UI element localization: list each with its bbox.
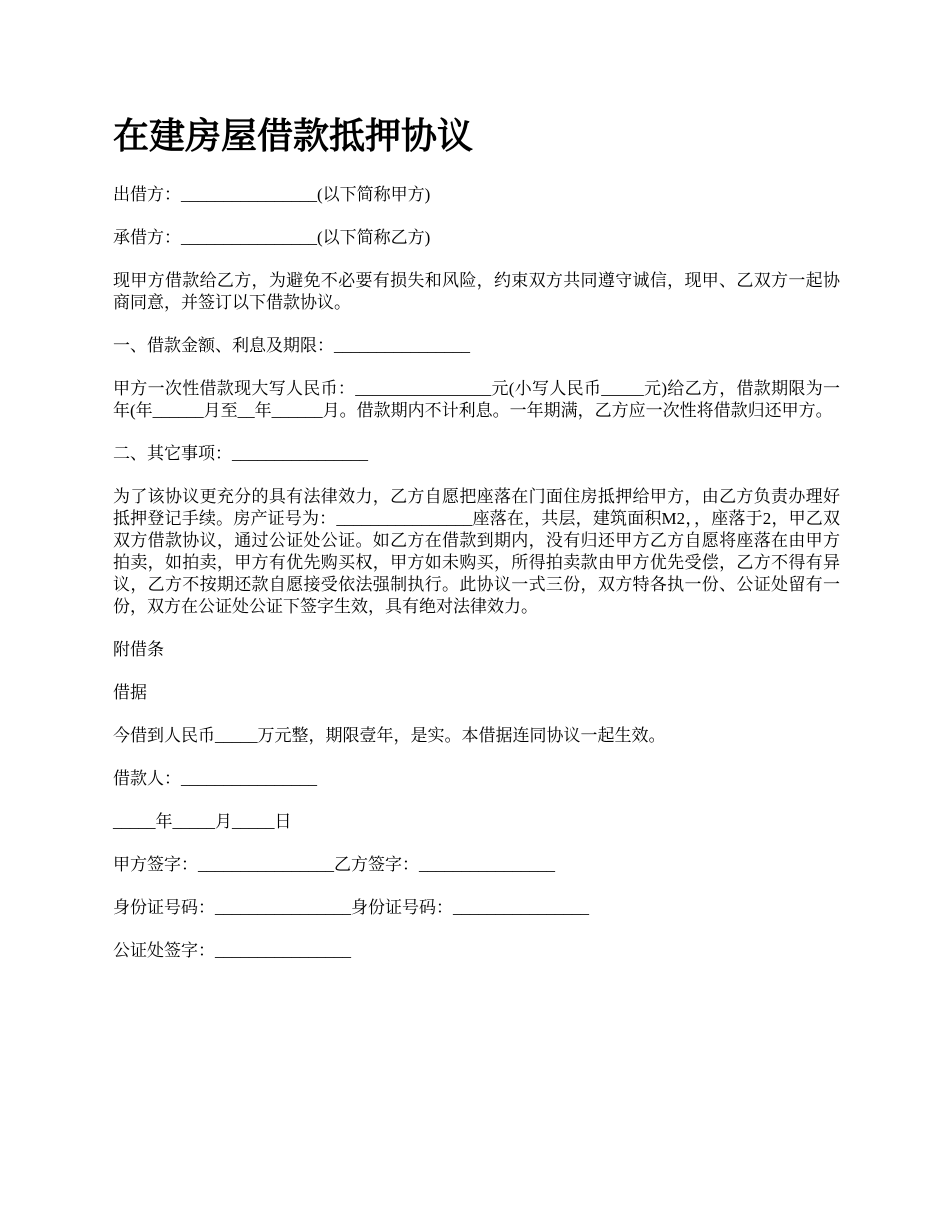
loan-amount-paragraph: 甲方一次性借款现大写人民币：________________元(小写人民币_____元)给乙方，借款期限为一年(年______月至__年______月。借款期内不计利息。一年期满，乙方应一次性将借款归还甲方。 (113, 379, 840, 420)
party-signatures-line: 甲方签字：________________乙方签字：________________ (113, 855, 555, 874)
document-title: 在建房屋借款抵押协议 (113, 116, 474, 156)
intro-paragraph: 现甲方借款给乙方，为避免不必要有损失和风险，约束双方共同遵守诚信，现甲、乙双方一起协商同意，并签订以下借款协议。 (113, 271, 840, 312)
receipt-text: 今借到人民币_____万元整，期限壹年，是实。本借据连同协议一起生效。 (113, 726, 666, 745)
lender-line: 出借方：________________(以下简称甲方) (113, 185, 431, 204)
borrower-line: 承借方：________________(以下简称乙方) (113, 228, 431, 247)
section-1-heading: 一、借款金额、利息及期限：________________ (113, 336, 470, 355)
id-number-line: 身份证号码：________________身份证号码：________________ (113, 898, 589, 917)
notary-signature-line: 公证处签字：________________ (113, 941, 351, 960)
attachment-label: 附借条 (113, 640, 164, 659)
borrower-signature-line: 借款人：________________ (113, 769, 317, 788)
date-line: _____年_____月_____日 (113, 812, 292, 831)
mortgage-terms-paragraph: 为了该协议更充分的具有法律效力，乙方自愿把座落在门面住房抵押给甲方，由乙方负责办理好抵押登记手续。房产证号为：________________座落在，共层，建筑面积M2，，座落于2，甲乙双双方借款协议，通过公证处公证。如乙方在借款到期内，没有归还甲方乙方自愿将座落在由甲方拍卖，如拍卖，甲方有优先购买权，甲方如未购买，所得拍卖款由甲方优先受偿，乙方不得有异议，乙方不按期还款自愿接受依法强制执行。此协议一式三份，双方特各执一份、公证处留有一份，双方在公证处公证下签字生效，具有绝对法律效力。 (113, 487, 840, 616)
receipt-heading: 借据 (113, 683, 147, 702)
section-2-heading: 二、其它事项：________________ (113, 444, 368, 463)
document-page (113, 112, 840, 983)
